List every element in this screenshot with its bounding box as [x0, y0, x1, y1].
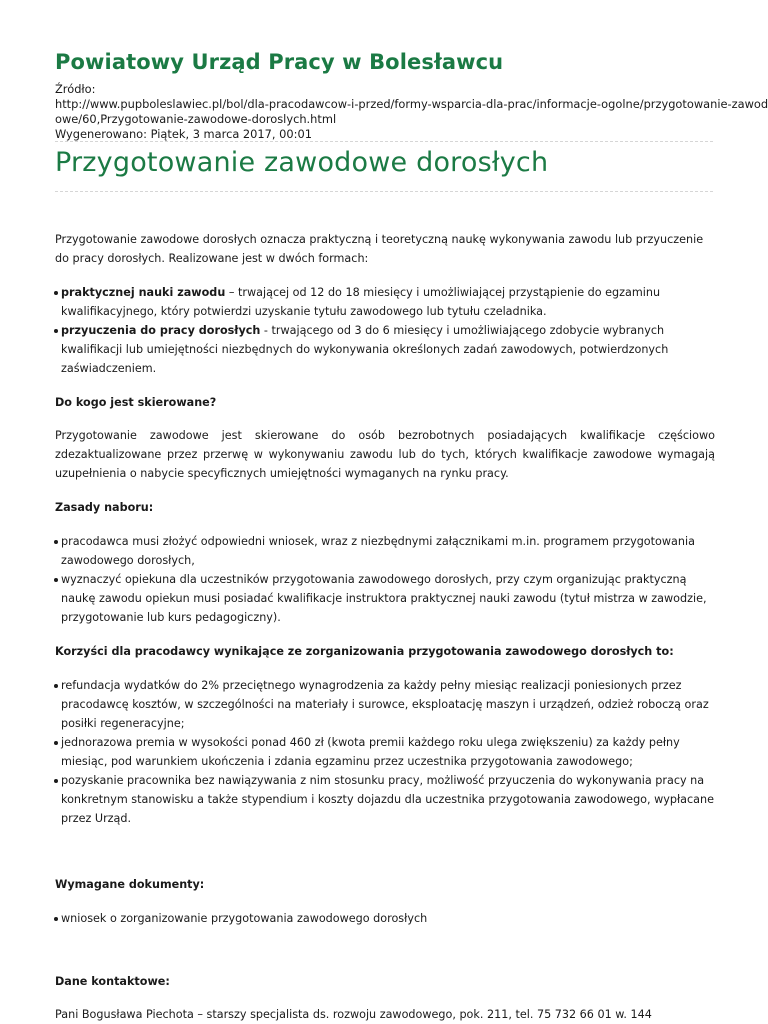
article-content	[55, 230, 715, 1024]
list-item: wyznaczyć opiekuna dla uczestników przygotowania zawodowego dorosłych, przy czym organizując praktyczną naukę zawodu opiekun musi posiadać kwalifikacje instruktora praktycznej nauki zawodu (tytuł mistrza w zawodzie, przygotowanie lub kurs pedagogiczny).	[55, 570, 715, 627]
intro-paragraph: Przygotowanie zawodowe dorosłych oznacza praktyczną i teoretyczną naukę wykonywania zawodu lub przyuczenie do pracy dorosłych. Realizowane jest w dwóch formach:	[55, 233, 704, 265]
top-divider	[55, 141, 713, 142]
site-title: Powiatowy Urząd Pracy w Bolesławcu	[55, 50, 504, 74]
source-url-line-2: owe/60,Przygotowanie-zawodowe-doroslych.html	[55, 112, 337, 126]
list-item: refundacja wydatków do 2% przeciętnego wynagrodzenia za każdy pełny miesiąc realizacji poniesionych przez pracodawcę kosztów, w szczególności na materiały i surowce, eksploatację maszyn i urządzeń, odzież roboczą oraz posiłki regeneracyjne;	[55, 676, 715, 733]
target-heading: Do kogo jest skierowane?	[55, 396, 217, 409]
heading-divider	[55, 191, 713, 192]
list-item: pozyskanie pracownika bez nawiązywania z nim stosunku pracy, możliwość przyuczenia do wykonywania pracy na konkretnym stanowisku a także stypendium i koszty dojazdu dla uczestnika przygotowania zawodowego, wypłacane przez Urząd.	[55, 771, 715, 828]
source-meta	[55, 82, 768, 142]
rules-heading: Zasady naboru:	[55, 501, 154, 514]
page-heading: Przygotowanie zawodowe dorosłych	[55, 147, 549, 178]
contact-heading: Dane kontaktowe:	[55, 975, 170, 988]
target-paragraph: Przygotowanie zawodowe jest skierowane do osób bezrobotnych posiadających kwalifikacje częściowo zdezaktualizowane przez przerwę w wykonywaniu zawodu lub do tych, których kwalifikacje zawodowe wymagają uzupełnienia o nabycie specyficznych umiejętności wymaganych na rynku pracy.	[55, 429, 715, 480]
benefits-heading: Korzyści dla pracodawcy wynikające ze zorganizowania przygotowania zawodowego dorosłych to:	[55, 645, 674, 658]
form-term: przyuczenia do pracy dorosłych	[61, 324, 261, 337]
generated-date: Wygenerowano: Piątek, 3 marca 2017, 00:01	[55, 127, 312, 141]
documents-heading: Wymagane dokumenty:	[55, 878, 205, 891]
documents-list	[55, 909, 715, 928]
forms-list	[55, 283, 715, 378]
source-url-line-1: http://www.pupboleslawiec.pl/bol/dla-pracodawcow-i-przed/formy-wsparcia-dla-prac/informacje-ogolne/przygotowanie-zawod	[55, 97, 768, 111]
list-item: wniosek o zorganizowanie przygotowania zawodowego dorosłych	[55, 909, 715, 928]
form-description: – trwającej od 12 do 18 miesięcy i umożliwiającej przystąpienie do egzaminu kwalifikacyjnego, który potwierdzi uzyskanie tytułu zawodowego lub tytułu czeladnika.	[61, 286, 661, 318]
form-term: praktycznej nauki zawodu	[61, 286, 226, 299]
benefits-list	[55, 676, 715, 828]
contact-paragraph: Pani Bogusława Piechota – starszy specjalista ds. rozwoju zawodowego, pok. 211, tel. 75 732 66 01 w. 144	[55, 1008, 652, 1021]
form-description: - trwającego od 3 do 6 miesięcy i umożliwiającego zdobycie wybranych kwalifikacji lub umiejętności niezbędnych do wykonywania określonych zadań zawodowych, potwierdzonych zaświadczeniem.	[61, 324, 669, 375]
list-item: jednorazowa premia w wysokości ponad 460 zł (kwota premii każdego roku ulega zwiększeniu) za każdy pełny miesiąc, pod warunkiem ukończenia i zdania egzaminu przez uczestnika przygotowania zawodowego;	[55, 733, 715, 771]
list-item	[55, 283, 715, 321]
source-label: Źródło:	[55, 82, 96, 96]
list-item	[55, 321, 715, 378]
rules-list	[55, 532, 715, 627]
list-item: pracodawca musi złożyć odpowiedni wniosek, wraz z niezbędnymi załącznikami m.in. programem przygotowania zawodowego dorosłych,	[55, 532, 715, 570]
